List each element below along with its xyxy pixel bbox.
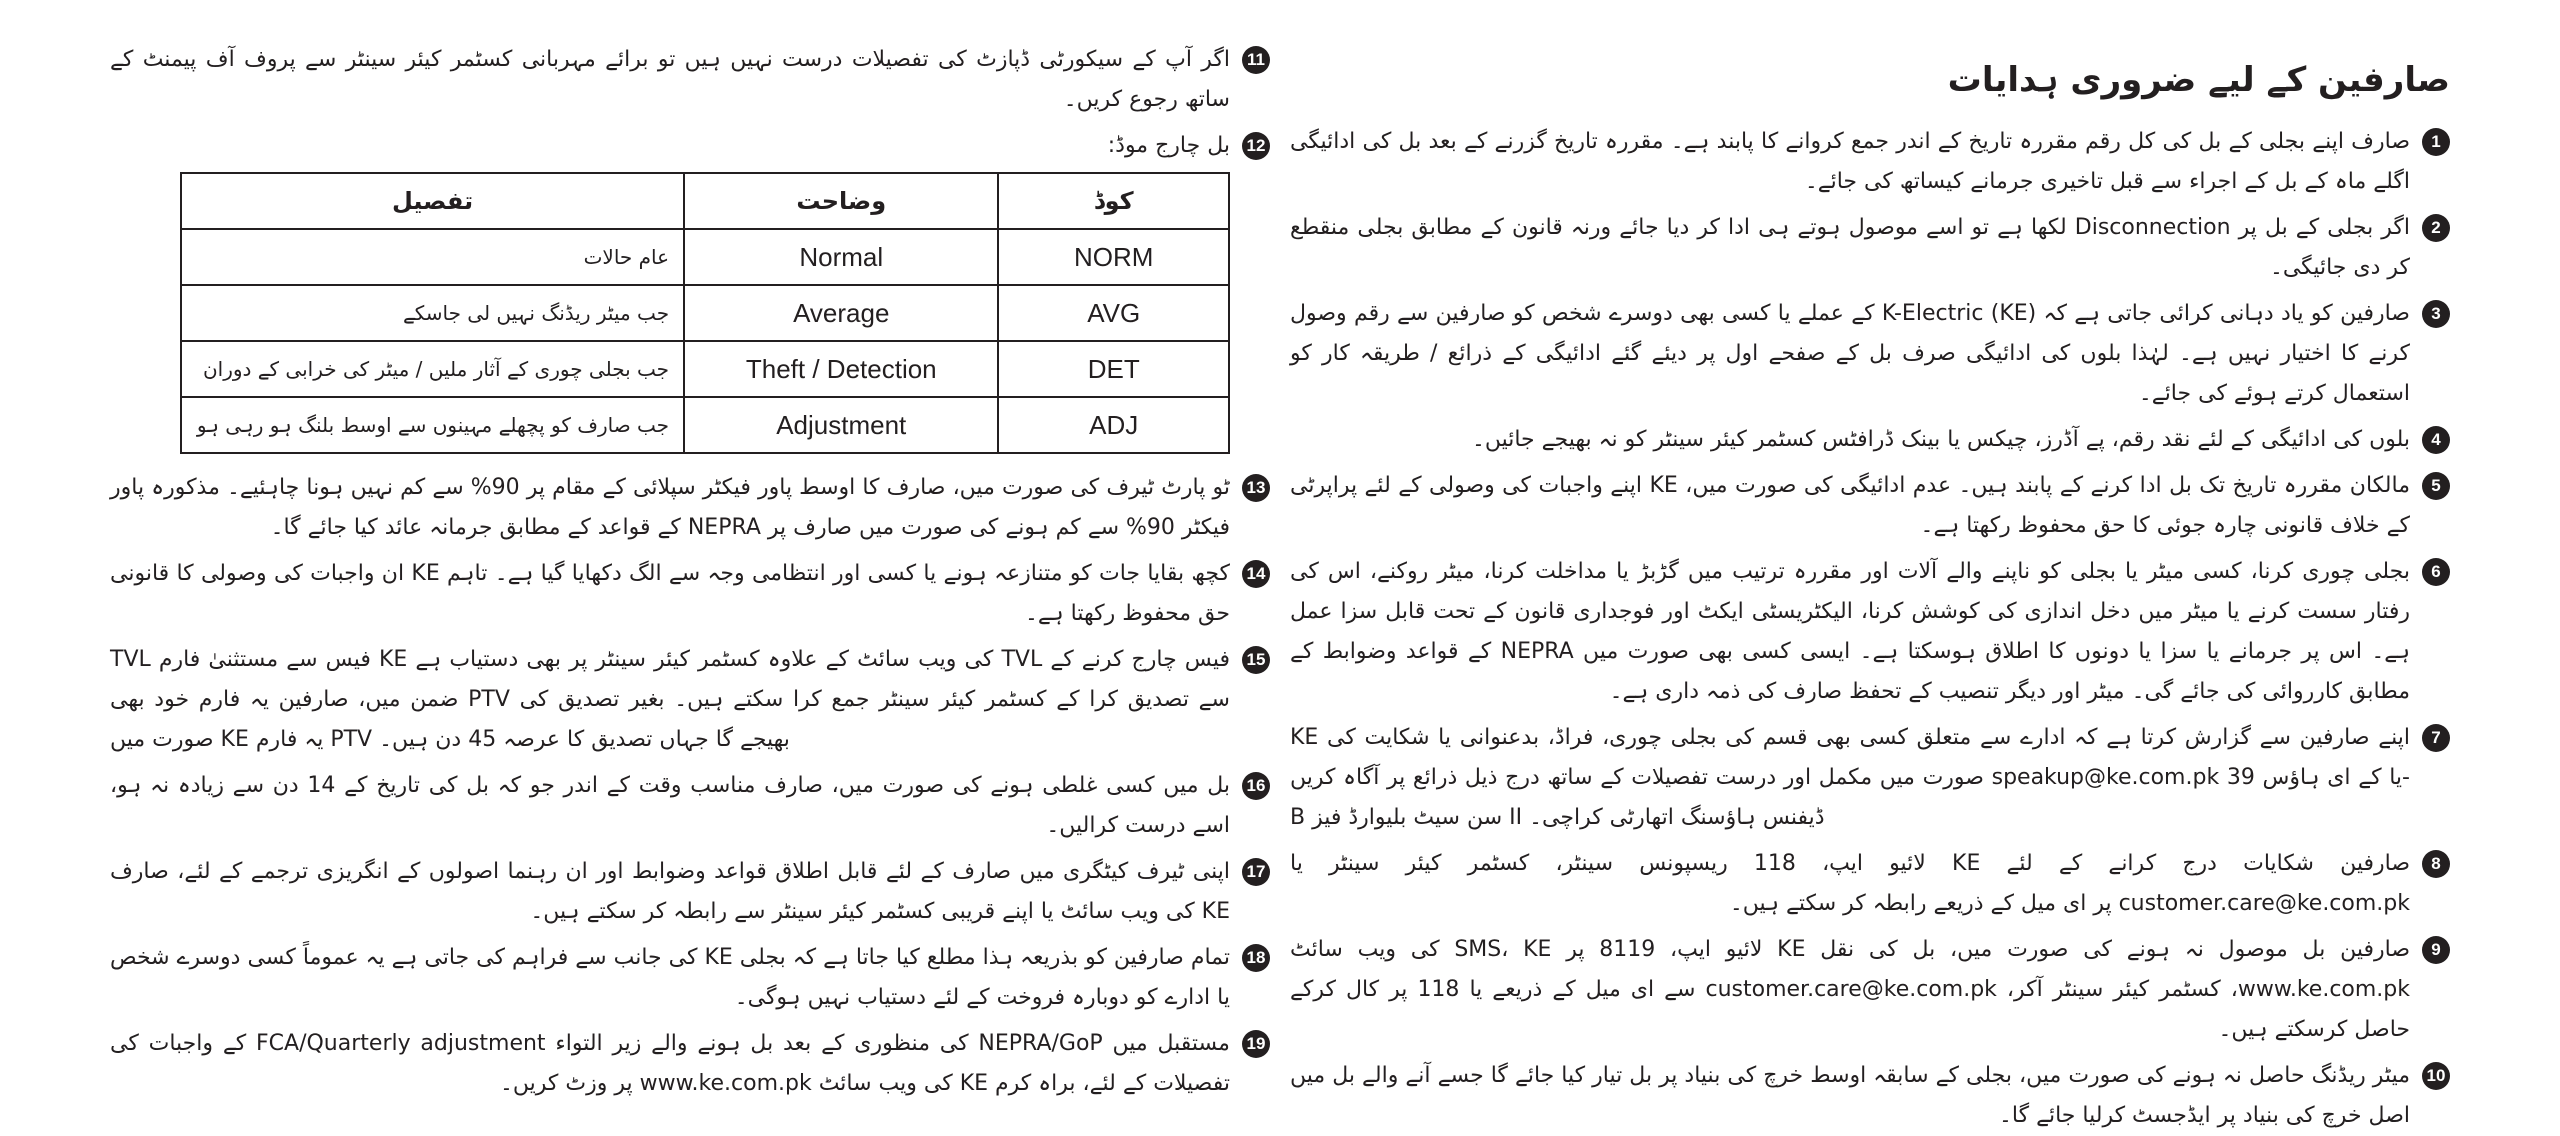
- instructions-list-left-top: [110, 40, 1270, 166]
- item-number-badge: 7: [2422, 724, 2450, 752]
- instructions-column-right: [1290, 40, 2450, 1129]
- table-cell-description: Average: [684, 285, 998, 341]
- item-text: بلوں کی ادائیگی کے لئے نقد رقم، پے آڈرز، چیکس یا بینک ڈرافٹس کسٹمر کیئر سینٹر کو نہ بھیجے جائیں۔: [1471, 427, 2410, 453]
- list-item: [110, 126, 1270, 166]
- item-text: صارفین کو یاد دہانی کرائی جاتی ہے کہ K-Electric (KE) کے عملے یا کسی بھی دوسرے شخص کو صارفین سے رقم وصول کرنے کا اختیار نہیں ہے۔ لہٰذا بلوں کی ادائیگی صرف بل کے صفحے اول پر دیئے گئے ادائیگی کے ذرائع / طریقہ کار کو استعمال کرتے ہوئے کی جائے۔: [1290, 301, 2410, 407]
- item-number-badge: 2: [2422, 214, 2450, 242]
- item-number-badge: 17: [1242, 858, 1270, 886]
- instructions-list-right: [1290, 122, 2450, 1136]
- item-text: تمام صارفین کو بذریعہ ہذا مطلع کیا جاتا ہے کہ بجلی KE کی جانب سے فراہم کی جاتی ہے یہ عموماً کسی دوسرے شخص یا ادارے کو دوبارہ فروخت کے لئے دستیاب نہیں ہوگی۔: [110, 945, 1231, 1010]
- item-text: کچھ بقایا جات کو متنازعہ ہونے یا کسی اور انتظامی وجہ سے الگ دکھایا گیا ہے۔ تاہم KE ان واجبات کی وصولی کا قانونی حق محفوظ رکھتا ہے۔: [110, 561, 1230, 626]
- list-item: [1290, 466, 2450, 546]
- item-text: بل میں کسی غلطی ہونے کی صورت میں، صارف مناسب وقت کے اندر جو کہ بل کی تاریخ کے 14 دن سے زیادہ نہ ہو، اسے درست کرالیں۔: [110, 773, 1230, 838]
- list-item: [1290, 208, 2450, 288]
- item-number-badge: 8: [2422, 850, 2450, 878]
- item-number-badge: 10: [2422, 1062, 2450, 1090]
- item-number-badge: 11: [1242, 46, 1270, 74]
- table-header-detail: تفصیل: [181, 173, 684, 229]
- item-text: اگر آپ کے سیکورٹی ڈپازٹ کی تفصیلات درست نہیں ہیں تو برائے مہربانی کسٹمر کیئر سینٹر سے پروف آف پیمنٹ کے ساتھ رجوع کریں۔: [110, 47, 1230, 112]
- table-cell-detail: جب بجلی چوری کے آثار ملیں / میٹر کی خرابی کے دوران: [181, 341, 684, 397]
- table-header-code: کوڈ: [998, 173, 1229, 229]
- table-body: [181, 229, 1229, 453]
- table-cell-detail: عام حالات: [181, 229, 684, 285]
- list-item: [110, 938, 1270, 1018]
- list-item: [110, 554, 1270, 634]
- list-item: [1290, 552, 2450, 712]
- table-cell-code: AVG: [998, 285, 1229, 341]
- instructions-list-left-bottom: [110, 468, 1270, 1104]
- item-text: مالکان مقررہ تاریخ تک بل ادا کرنے کے پابند ہیں۔ عدم ادائیگی کی صورت میں، KE اپنے واجبات کی وصولی کے لئے پراپرٹی کے خلاف قانونی چارہ جوئی کا حق محفوظ رکھتا ہے۔: [1290, 473, 2410, 539]
- table-cell-description: Adjustment: [684, 397, 998, 453]
- bill-charge-mode-table-wrap: [180, 172, 1230, 454]
- item-number-badge: 19: [1242, 1030, 1270, 1058]
- item-number-badge: 16: [1242, 772, 1270, 800]
- item-number-badge: 12: [1242, 132, 1270, 160]
- item-text: بل چارج موڈ:: [1107, 133, 1230, 158]
- item-text: اگر بجلی کے بل پر Disconnection لکھا ہے تو اسے موصول ہوتے ہی ادا کر دیا جائے ورنہ قانون کے مطابق بجلی منقطع کر دی جائیگی۔: [1290, 215, 2410, 281]
- table-cell-code: DET: [998, 341, 1229, 397]
- list-item: [110, 852, 1270, 932]
- item-text: میٹر ریڈنگ حاصل نہ ہونے کی صورت میں، بجلی کے سابقہ اوسط خرچ کی بنیاد پر بل تیار کیا جائے گا جسے آنے والے بل میں اصل خرچ کی بنیاد پر ایڈجسٹ کرلیا جائے گا۔: [1290, 1063, 2410, 1129]
- list-item: [1290, 1056, 2450, 1136]
- table-row: [181, 229, 1229, 285]
- item-text: مستقبل میں NEPRA/GoP کی منظوری کے بعد بل ہونے والے زیر التواء FCA/Quarterly adjustment کے واجبات کی تفصیلات کے لئے، براہ کرم KE کی ویب سائٹ www.ke.com.pk پر وزٹ کریں۔: [110, 1031, 1230, 1096]
- item-text: بجلی چوری کرنا، کسی میٹر یا بجلی کو ناپنے والے آلات اور مقررہ ترتیب میں گڑبڑ یا مداخلت کرنا، میٹر روکنے، اس کی رفتار سست کرنے یا میٹر میں دخل اندازی کی کوشش کرنا، الیکٹریسٹی ایکٹ اور فوجداری قانون کے تحت قابل سزا عمل ہے۔ اس پر جرمانے یا سزا یا دونوں کا اطلاق ہوسکتا ہے۔ ایسی کسی بھی صورت میں NEPRA کے قواعد وضوابط کے مطابق کارروائی کی جائے گی۔ میٹر اور دیگر تنصیب کے تحفظ صارف کی ذمہ داری ہے۔: [1290, 559, 2410, 705]
- item-number-badge: 4: [2422, 426, 2450, 454]
- item-number-badge: 6: [2422, 558, 2450, 586]
- table-header-row: [181, 173, 1229, 229]
- table-cell-code: ADJ: [998, 397, 1229, 453]
- item-number-badge: 5: [2422, 472, 2450, 500]
- list-item: [110, 1024, 1270, 1104]
- list-item: [1290, 122, 2450, 202]
- item-number-badge: 13: [1242, 474, 1270, 502]
- table-cell-detail: جب میٹر ریڈنگ نہیں لی جاسکے: [181, 285, 684, 341]
- instructions-column-left: [110, 40, 1270, 1100]
- list-item: [110, 468, 1270, 548]
- item-text: KE اپنے صارفین سے گزارش کرتا ہے کہ ادارے سے متعلق کسی بھی قسم کی بجلی چوری، فراڈ، بدعنوانی یا شکایت کی صورت میں مکمل اور درست تفصیلات کے ساتھ درج ذیل ذرائع پر آگاہ کریں speakup@ke.com.pk یا کے ای ہاؤس 39-B سن سیٹ بلیوارڈ فیز II ڈیفنس ہاؤسنگ اتھارٹی کراچی۔: [1290, 725, 2410, 831]
- table-row: [181, 285, 1229, 341]
- item-number-badge: 3: [2422, 300, 2450, 328]
- table-cell-detail: جب صارف کو پچھلے مہینوں سے اوسط بلنگ ہو رہی ہو: [181, 397, 684, 453]
- list-item: [110, 40, 1270, 120]
- item-text: صارفین بل موصول نہ ہونے کی صورت میں، بل کی نقل KE لائیو ایپ، 8119 پر SMS، KE کی ویب سائٹ www.ke.com.pk، کسٹمر کیئر سینٹر آکر، customer.care@ke.com.pk سے ای میل کے ذریعے یا 118 پر کال کرکے حاصل کرسکتے ہیں۔: [1290, 937, 2410, 1043]
- list-item: [110, 766, 1270, 846]
- table-row: [181, 397, 1229, 453]
- item-text: اپنی ٹیرف کیٹگری میں صارف کے لئے قابل اطلاق قواعد وضوابط اور ان رہنما اصولوں کے انگریزی ترجمے کے لئے، صارف KE کی ویب سائٹ یا اپنے قریبی کسٹمر کیئر سینٹر سے رابطہ کر سکتے ہیں۔: [110, 859, 1230, 924]
- bill-charge-mode-table: [180, 172, 1230, 454]
- item-number-badge: 9: [2422, 936, 2450, 964]
- table-cell-description: Normal: [684, 229, 998, 285]
- item-number-badge: 1: [2422, 128, 2450, 156]
- item-text: صارفین شکایات درج کرانے کے لئے KE لائیو ایپ، 118 ریسپونس سینٹر، کسٹمر کیئر سینٹر یا customer.care@ke.com.pk پر ای میل کے ذریعے رابطہ کر سکتے ہیں۔: [1290, 851, 2410, 917]
- list-item: [1290, 844, 2450, 924]
- list-item: [110, 640, 1270, 760]
- table-row: [181, 341, 1229, 397]
- item-number-badge: 15: [1242, 646, 1270, 674]
- list-item: [1290, 718, 2450, 838]
- table-cell-code: NORM: [998, 229, 1229, 285]
- list-item: [1290, 294, 2450, 414]
- item-number-badge: 14: [1242, 560, 1270, 588]
- item-text: ٹو پارٹ ٹیرف کی صورت میں، صارف کا اوسط پاور فیکٹر سپلائی کے مقام پر 90% سے کم نہیں ہونا چاہئیے۔ مذکورہ پاور فیکٹر 90% سے کم ہونے کی صورت میں صارف پر NEPRA کے قواعد کے مطابق جرمانہ عائد کیا جائے گا۔: [110, 475, 1230, 540]
- item-text: TVL فیس سے مستثنیٰ فارم KE کی ویب سائٹ کے علاوہ کسٹمر کیئر سینٹر پر بھی دستیاب ہے TVL فیس چارج کرنے کے ضمن میں، صارفین یہ فارم خود بھی PTV سے تصدیق کرا کے کسٹمر کیئر سینٹر جمع کرا سکتے ہیں۔ بغیر تصدیق کی صورت میں KE یہ فارم PTV بھیجے گا جہاں تصدیق کا عرصہ 45 دن ہیں۔: [110, 647, 1230, 752]
- list-item: [1290, 930, 2450, 1050]
- page-title: صارفین کے لیے ضروری ہدایات: [1947, 60, 2450, 100]
- list-item: [1290, 420, 2450, 460]
- table-header-description: وضاحت: [684, 173, 998, 229]
- item-text: صارف اپنے بجلی کے بل کی کل رقم مقررہ تاریخ کے اندر جمع کروانے کا پابند ہے۔ مقررہ تاریخ گزرنے کے بعد بل کی ادائیگی اگلے ماہ کے بل کے اجراء سے قبل تاخیری جرمانے کیساتھ کی جائے۔: [1290, 129, 2410, 195]
- item-number-badge: 18: [1242, 944, 1270, 972]
- table-cell-description: Theft / Detection: [684, 341, 998, 397]
